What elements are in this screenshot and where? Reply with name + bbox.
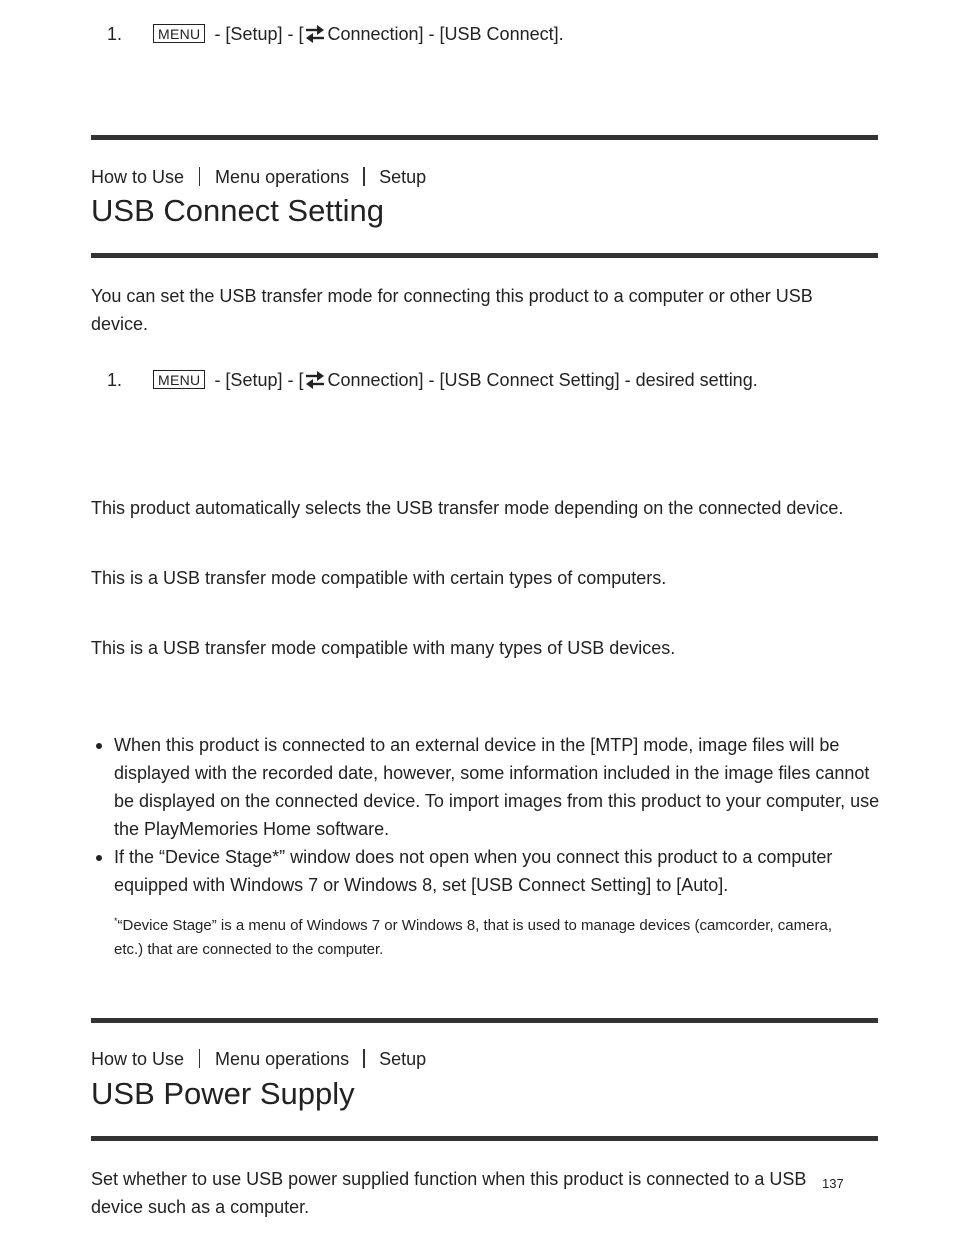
bullet-icon [96, 743, 102, 749]
breadcrumb-separator [199, 1049, 200, 1068]
step-text [153, 22, 564, 46]
list-item [91, 843, 881, 899]
menu-key: MENU [153, 370, 205, 389]
page-title: USB Connect Setting [91, 193, 384, 228]
step-usb-connect [107, 22, 807, 46]
breadcrumb [91, 165, 426, 189]
option-mtp-description: This is a USB transfer mode compatible with certain types of computers. [91, 568, 667, 588]
bullet-icon [96, 855, 102, 861]
step-text-part2: Connection] - [USB Connect]. [327, 24, 564, 44]
section-divider-top [91, 1018, 878, 1023]
list-item [91, 731, 881, 843]
step-text-part1: - [Setup] - [ [214, 24, 304, 44]
page-title: USB Power Supply [91, 1076, 355, 1111]
breadcrumb-separator [199, 167, 200, 186]
breadcrumb-how-to-use[interactable]: How to Use [91, 167, 185, 187]
step-number: 1. [107, 24, 123, 44]
footnote [114, 909, 864, 962]
intro-text: Set whether to use USB power supplied function when this product is connected to a USB device such as a computer. [91, 1169, 807, 1217]
section-divider-bottom [91, 253, 878, 258]
step-usb-connect-setting [107, 368, 867, 392]
breadcrumb-separator [363, 1049, 365, 1068]
breadcrumb [91, 1047, 426, 1071]
note-text: If the “Device Stage*” window does not open when you connect this product to a computer equipped with Windows 7 or Windows 8, set [USB Connect Setting] to [Auto]. [114, 847, 833, 895]
note-text: When this product is connected to an external device in the [MTP] mode, image files will be displayed with the recorded date, however, some information included in the image files cannot be displayed on the connected device. To import images from this product to your computer, use the PlayMemories Home software. [114, 735, 880, 839]
breadcrumb-separator [363, 167, 365, 186]
option-auto-description: This product automatically selects the USB transfer mode depending on the connected device. [91, 498, 844, 518]
intro-text: You can set the USB transfer mode for connecting this product to a computer or other USB device. [91, 286, 813, 334]
breadcrumb-how-to-use[interactable]: How to Use [91, 1049, 185, 1069]
option-mass-storage-description: This is a USB transfer mode compatible with many types of USB devices. [91, 638, 676, 658]
section-divider-top [91, 135, 878, 140]
menu-key: MENU [153, 24, 205, 43]
section-divider-bottom [91, 1136, 878, 1141]
breadcrumb-setup[interactable]: Setup [379, 1049, 427, 1069]
step-number: 1. [107, 370, 123, 390]
step-text [153, 368, 758, 392]
notes-list [91, 731, 881, 899]
footnote-mark: * [114, 916, 118, 926]
connection-arrows-icon [303, 23, 327, 45]
connection-arrows-icon [303, 369, 327, 391]
footnote-text: “Device Stage” is a menu of Windows 7 or Windows 8, that is used to manage devices (camcorder, camera, etc.) that are connected to the computer. [114, 917, 832, 958]
step-text-part1: - [Setup] - [ [214, 370, 304, 390]
page-number: 137 [822, 1176, 844, 1191]
breadcrumb-menu-operations[interactable]: Menu operations [215, 167, 350, 187]
breadcrumb-setup[interactable]: Setup [379, 167, 427, 187]
step-text-part2: Connection] - [USB Connect Setting] - desired setting. [327, 370, 758, 390]
breadcrumb-menu-operations[interactable]: Menu operations [215, 1049, 350, 1069]
